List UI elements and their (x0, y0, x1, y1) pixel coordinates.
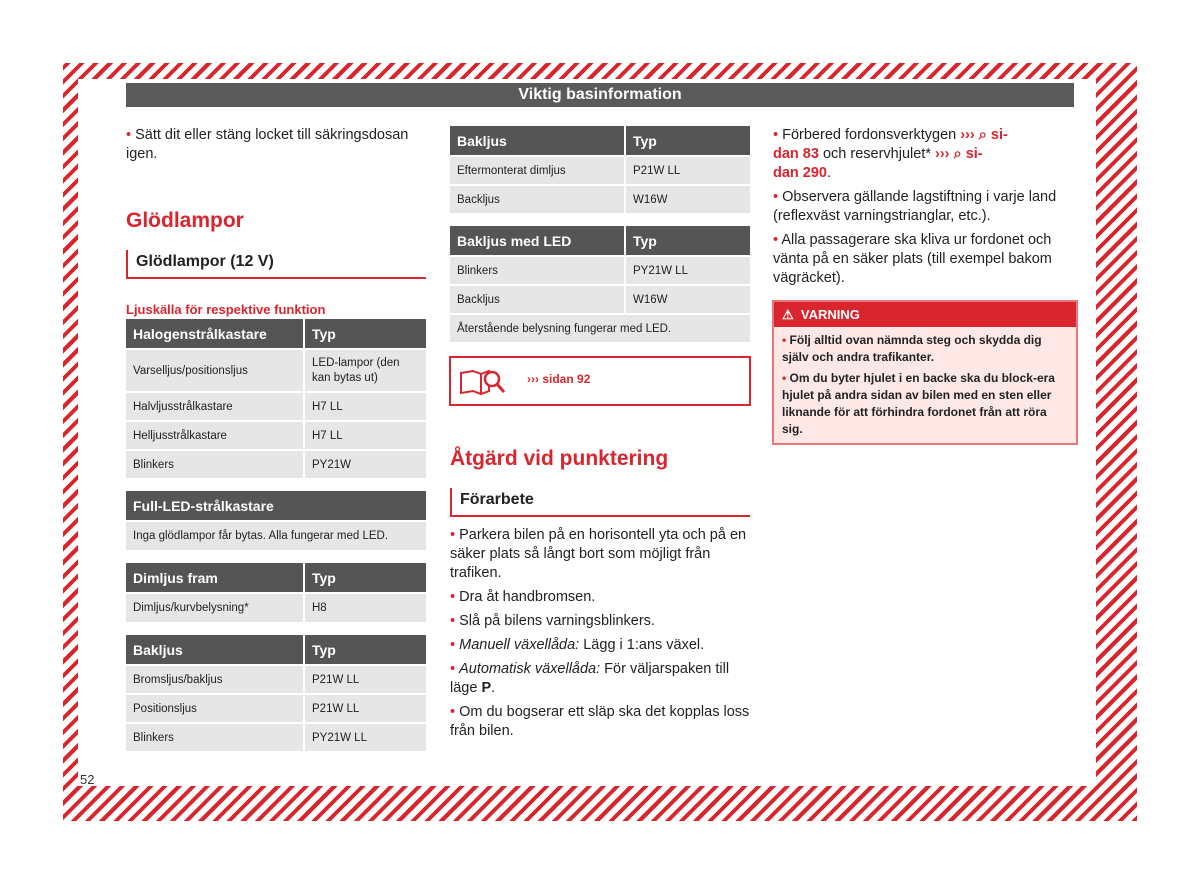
middle-column (450, 124, 750, 344)
table-full-led (126, 489, 426, 552)
table-cell: W16W (624, 286, 750, 313)
table-header-cell: Full-LED-strålkastare (126, 491, 426, 520)
table-caption: Ljuskälla för respektive funktion (126, 302, 326, 317)
table-cell: Dimljus/kurvbelysning* (126, 594, 303, 622)
table-cell: W16W (624, 186, 750, 213)
list-item: • Parkera bilen på en horisontell yta och på en säker plats så långt bort som möjligt från trafiken. (450, 527, 747, 581)
table-cell: P21W LL (303, 695, 426, 722)
list-item: • Automatisk växellåda: För väljarspaken till läge P. (450, 661, 730, 696)
warning-item: • Följ alltid ovan nämnda steg och skydda dig själv och andra trafikanter. (782, 333, 1042, 364)
table-cell: Eftermonterat dimljus (450, 157, 624, 184)
table-cell: PY21W (303, 451, 426, 478)
warning-header: ⚠ VARNING (774, 302, 1076, 327)
list-item: • Slå på bilens varningsblinkers. (450, 613, 655, 629)
table-cell: Helljusstrålkastare (126, 422, 303, 449)
subheading-gloedlampor-12v: Glödlampor (12 V) (126, 250, 426, 279)
left-column (126, 126, 426, 753)
table-bakljus-led (450, 224, 750, 344)
warning-triangle-icon: ⚠ (782, 307, 794, 322)
table-header-cell: Bakljus (126, 635, 303, 664)
table-header-cell: Typ (303, 635, 426, 664)
table-dimljus (126, 561, 426, 624)
intro-bullet: • Sätt dit eller stäng locket till säkringsdosan igen. (126, 127, 409, 162)
table-cell: H7 LL (303, 393, 426, 420)
page-reference-box[interactable] (449, 356, 751, 406)
table-header-cell: Typ (303, 319, 426, 348)
reference-link[interactable]: ››› sidan 92 (527, 372, 591, 386)
list-item: • Dra åt handbromsen. (450, 589, 596, 605)
middle-column-lower (450, 447, 750, 741)
table-header-cell: Bakljus med LED (450, 226, 624, 255)
table-cell: Blinkers (126, 451, 303, 478)
table-cell: H8 (303, 594, 426, 622)
table-header-cell: Typ (303, 563, 426, 592)
table-header-cell: Typ (624, 226, 750, 255)
section-heading-punktering: Åtgärd vid punktering (450, 447, 669, 470)
page-header: Viktig basinformation (126, 83, 1074, 107)
list-item: • Förbered fordonsverktygen ››› ⌕ si- dan 83 och reservhjulet* ››› ⌕ si- dan 290. (773, 127, 1008, 181)
table-header-cell: Halogenstrålkastare (126, 319, 303, 348)
warning-item: • Om du byter hjulet i en backe ska du block-era hjulet på andra sidan av bilen med en sten eller liknande för att förhindra fordonet från att röra sig. (782, 371, 1055, 436)
table-cell: P21W LL (624, 157, 750, 184)
table-cell: P21W LL (303, 666, 426, 693)
table-cell: Positionsljus (126, 695, 303, 722)
list-item: • Alla passagerare ska kliva ur fordonet och vänta på en säker plats (till exempel bakom vägräcket). (773, 232, 1052, 286)
reference-link[interactable]: ››› ⌕ si- dan 83 (773, 127, 1008, 162)
table-cell: Blinkers (450, 257, 624, 284)
table-header-cell: Typ (624, 126, 750, 155)
table-header-cell: Dimljus fram (126, 563, 303, 592)
table-footer-cell: Återstående belysning fungerar med LED. (450, 315, 750, 342)
table-header-cell: Bakljus (450, 126, 624, 155)
reference-link[interactable]: ››› ⌕ si- dan 290 (773, 146, 983, 181)
list-item: • Observera gällande lagstiftning i varje land (reflexväst varningstrianglar, etc.). (773, 189, 1057, 224)
table-cell: PY21W LL (624, 257, 750, 284)
table-cell: Backljus (450, 286, 624, 313)
table-cell: Inga glödlampor får bytas. Alla fungerar med LED. (126, 522, 426, 550)
table-cell: Backljus (450, 186, 624, 213)
table-bakljus-2 (450, 124, 750, 215)
list-item: • Manuell växellåda: Lägg i 1:ans växel. (450, 637, 705, 653)
table-cell: H7 LL (303, 422, 426, 449)
table-cell: Bromsljus/bakljus (126, 666, 303, 693)
list-item: • Om du bogserar ett släp ska det kopplas loss från bilen. (450, 704, 750, 739)
table-cell: PY21W LL (303, 724, 426, 751)
book-magnifier-icon (459, 367, 507, 397)
right-column (773, 126, 1073, 288)
book-magnifier-icon: ⌕ (978, 127, 987, 143)
table-cell: Halvljusstrålkastare (126, 393, 303, 420)
section-heading-gloedlampor: Glödlampor (126, 209, 244, 232)
page-number: 52 (80, 772, 95, 787)
table-cell: LED-lampor (den kan bytas ut) (303, 350, 426, 391)
subheading-forarbete: Förarbete (450, 488, 750, 517)
warning-box (772, 300, 1078, 445)
table-cell: Varselljus/positionsljus (126, 350, 303, 391)
warning-body (774, 327, 1076, 443)
table-cell: Blinkers (126, 724, 303, 751)
table-bakljus (126, 633, 426, 753)
book-magnifier-icon: ⌕ (953, 146, 962, 162)
table-halogen (126, 317, 426, 480)
